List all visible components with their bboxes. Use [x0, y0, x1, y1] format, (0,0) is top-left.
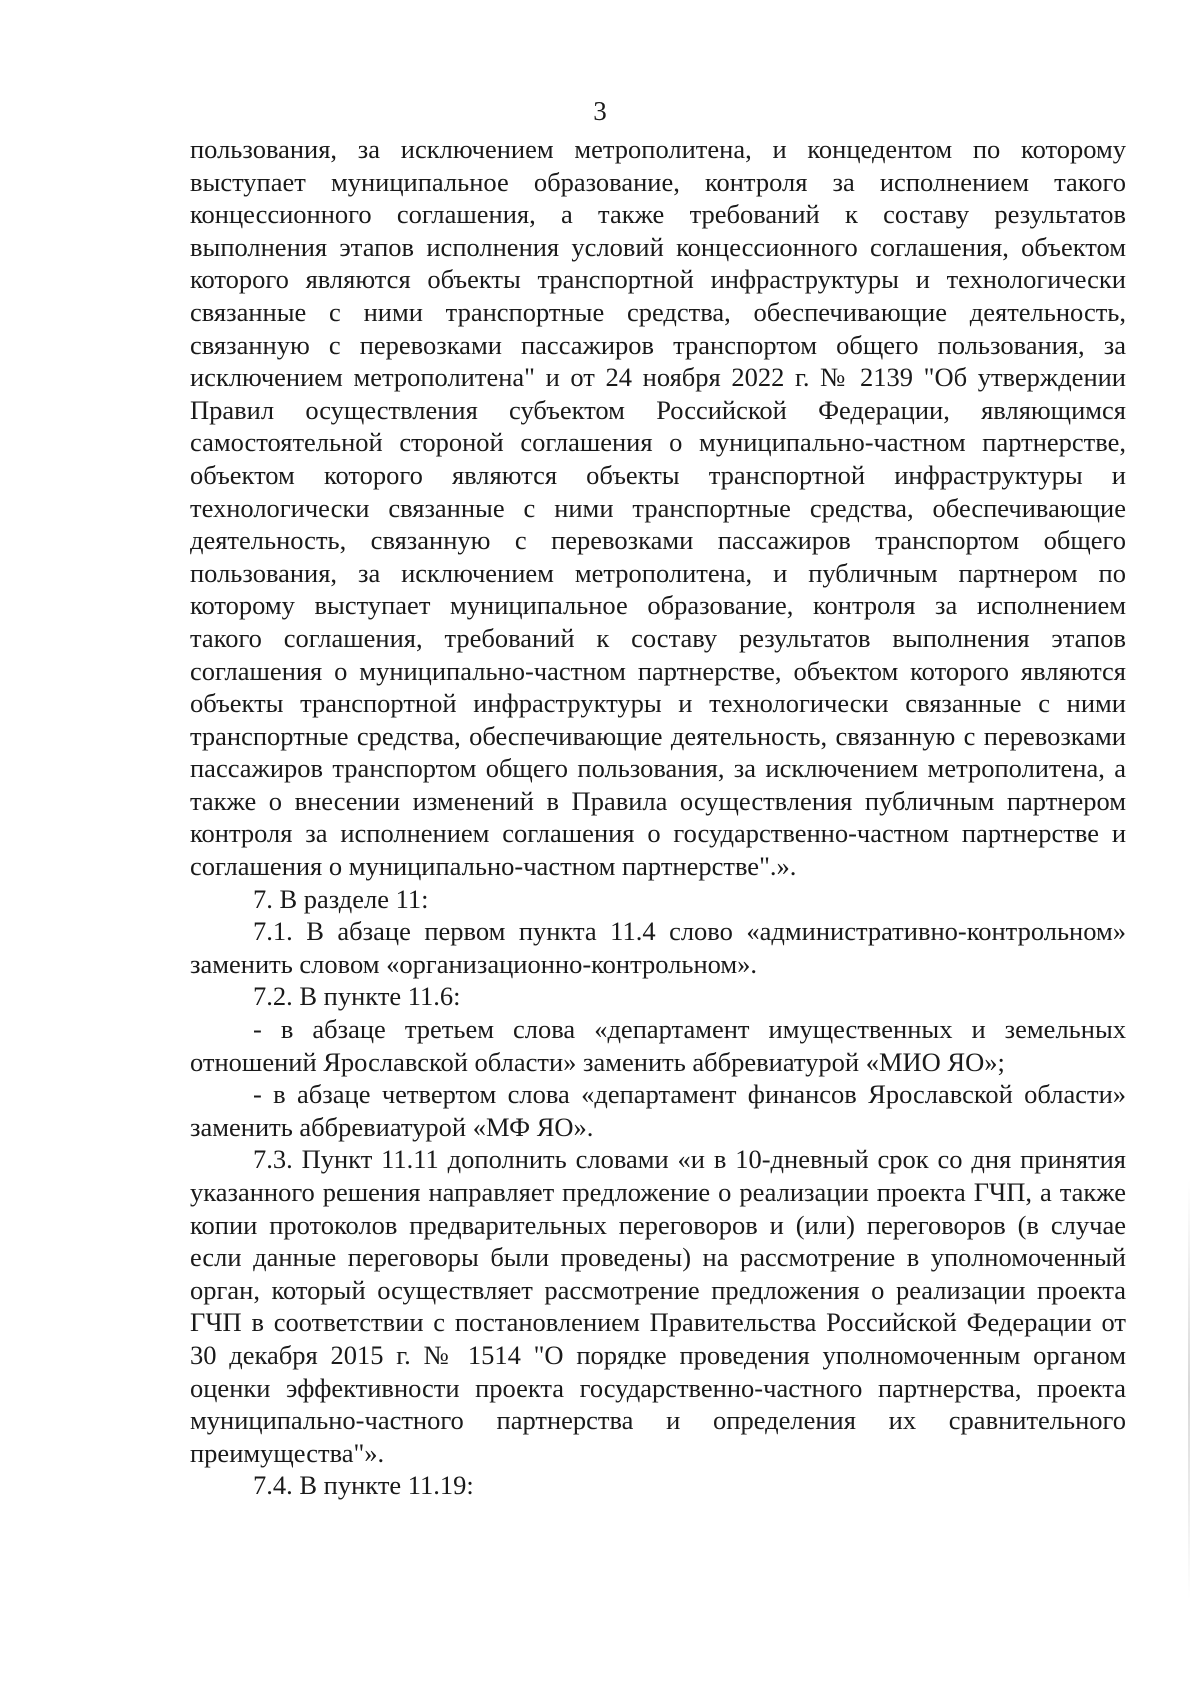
paragraph-section-7: 7. В разделе 11:: [253, 883, 429, 914]
paragraph-7-3: 7.3. Пункт 11.11 дополнить словами «и в 10-дневный срок со дня принятия указанного решения направляет предложение о реализации проекта ГЧП, а также копии протоколов предварительных переговоров и (или) переговоров (в случае если данные переговоры были проведены) на рассмотрение в уполномоченный орган, который осуществляет рассмотрение предложения о реализации проекта ГЧП в соответствии с постановлением Правительства Российской Федерации от 30 декабря 2015 г. № 1514 "О порядке проведения уполномоченным органом оценки эффективности проекта государственно-частного партнерства, проекта муниципально-частного партнерства и определения их сравнительного преимущества"».: [190, 1144, 1126, 1468]
scan-edge-mark: [1188, 1180, 1190, 1600]
paragraph-continuation: пользования, за исключением метрополитена, и концедентом по которому выступает муниципальное образование, контроля за исполнением такого концессионного соглашения, а также требований к составу результатов выполнения этапов исполнения условий концессионного соглашения, объектом которого являются объекты транспортной инфраструктуры и технологически связанные с ними транспортные средства, обеспечивающие деятельность, связанную с перевозками пассажиров транспортом общего пользования, за исключением метрополитена" и от 24 ноября 2022 г. № 2139 "Об утверждении Правил осуществления субъектом Российской Федерации, являющимся самостоятельной стороной соглашения о муниципально-частном партнерстве, объектом которого являются объекты транспортной инфраструктуры и технологически связанные с ними транспортные средства, обеспечивающие деятельность, связанную с перевозками пассажиров транспортом общего пользования, за исключением метрополитена, и публичным партнером по которому выступает муниципальное образование, контроля за исполнением такого соглашения, требований к составу результатов выполнения этапов соглашения о муниципально-частном партнерстве, объектом которого являются объекты транспортной инфраструктуры и технологически связанные с ними транспортные средства, обеспечивающие деятельность, связанную с перевозками пассажиров транспортом общего пользования, за исключением метрополитена, а также о внесении изменений в Правила осуществления публичным партнером контроля за исполнением соглашения о государственно-частном партнерстве и соглашения о муниципально-частном партнерстве".».: [190, 134, 1126, 882]
paragraph-7-4: 7.4. В пункте 11.19:: [253, 1470, 474, 1501]
page-number: 3: [593, 96, 607, 126]
document-body: [190, 133, 1126, 1502]
paragraph-7-2-item-1: - в абзаце третьем слова «департамент имущественных и земельных отношений Ярославской области» заменить аббревиатурой «МИО ЯО»;: [190, 1014, 1126, 1077]
paragraph-7-2-item-2: - в абзаце четвертом слова «департамент финансов Ярославской области» заменить аббревиатурой «МФ ЯО».: [190, 1079, 1126, 1142]
paragraph-7-2: 7.2. В пункте 11.6:: [253, 981, 461, 1012]
paragraph-7-1: 7.1. В абзаце первом пункта 11.4 слово «административно-контрольном» заменить словом «организационно-контрольном».: [190, 916, 1126, 979]
